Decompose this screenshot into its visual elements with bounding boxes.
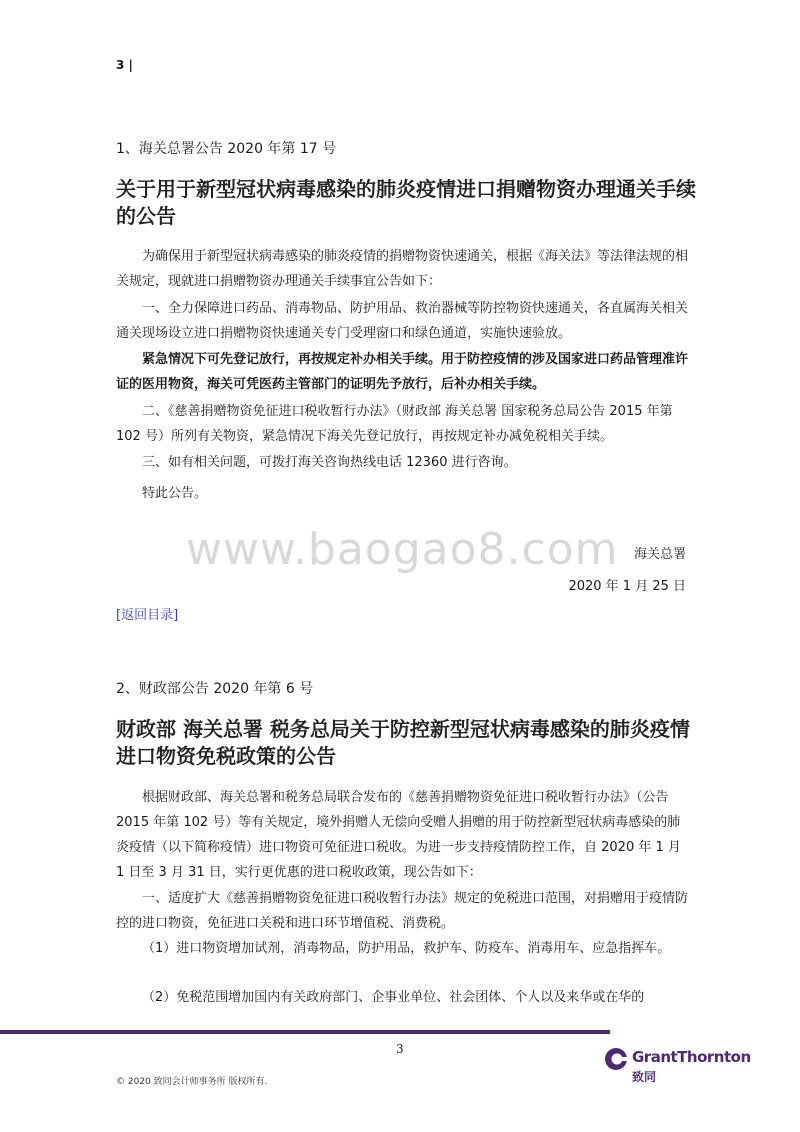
page-marker: 3 | xyxy=(116,58,133,72)
section1-paragraph-3: 紧急情况下可先登记放行，再按规定补办相关手续。用于防控疫情的涉及国家进口药品管理准许证的医用物资，海关可凭医药主管部门的证明先予放行，后补办相关手续。 xyxy=(116,352,689,392)
section1-paragraph-2: 一、全力保障进口药品、消毒物品、防护用品、救治器械等防控物资快速通关，各直属海关相关通关现场设立进口捐赠物资快速通关专门受理窗口和绿色通道，实施快速验放。 xyxy=(116,301,689,341)
section2-paragraph-4: （2）免税范围增加国内有关政府部门、企事业单位、社会团体、个人以及来华或在华的 xyxy=(142,990,645,1005)
section1-signature: 海关总署 xyxy=(633,547,686,562)
footer-copyright: © 2020 致同会计师事务所 版权所有. xyxy=(116,1077,268,1087)
section2-paragraph-1: 根据财政部、海关总署和税务总局联合发布的《慈善捐赠物资免征进口税收暂行办法》（公告 2015 年第 102 号）等有关规定，境外捐赠人无偿向受赠人捐赠的用于防控新型冠状病毒感染的肺炎疫情（以下简称疫情）进口物资可免征进口税收。为进一步支持疫情防控工作，自 2020 年 1 月 1 日至 3 月 31 日，实行更优惠的进口税收政策，现公告如下： xyxy=(116,790,681,880)
section1-paragraph-4: 二、《慈善捐赠物资免征进口税收暂行办法》（财政部 海关总署 国家税务总局公告 2015 年第 102 号）所列有关物资，紧急情况下海关先登记放行，再按规定补办减免税相关手续。 xyxy=(116,404,673,444)
section2-title: 财政部 海关总署 税务总局关于防控新型冠状病毒感染的肺炎疫情进口物资免税政策的公告 xyxy=(116,717,690,768)
watermark: www.baogao8.com xyxy=(186,524,619,575)
footer-divider xyxy=(0,1030,610,1034)
section1-paragraph-6: 特此公告。 xyxy=(142,486,208,501)
logo-name: GrantThornton xyxy=(632,1048,751,1066)
section1-heading: 1、海关总署公告 2020 年第 17 号 xyxy=(116,141,337,157)
grant-thornton-logo-icon xyxy=(604,1046,628,1072)
section1-paragraph-1: 为确保用于新型冠状病毒感染的肺炎疫情的捐赠物资快速通关，根据《海关法》等法律法规的相关规定，现就进口捐赠物资办理通关手续事宜公告如下： xyxy=(116,249,689,289)
section2-paragraph-3: （1）进口物资增加试剂，消毒物品，防护用品，救护车、防疫车、消毒用车、应急指挥车。 xyxy=(142,941,671,956)
logo-subtitle: 致同 xyxy=(632,1070,657,1084)
section2-heading: 2、财政部公告 2020 年第 6 号 xyxy=(116,681,314,697)
section1-paragraph-5: 三、如有相关问题，可拨打海关咨询热线电话 12360 进行咨询。 xyxy=(142,455,517,470)
section1-title: 关于用于新型冠状病毒感染的肺炎疫情进口捐赠物资办理通关手续的公告 xyxy=(116,177,696,228)
back-to-toc-link[interactable]: [返回目录] xyxy=(116,608,179,623)
section1-date: 2020 年 1 月 25 日 xyxy=(568,579,686,594)
footer-page-number: 3 xyxy=(396,1042,404,1056)
section2-paragraph-2: 一、适度扩大《慈善捐赠物资免征进口税收暂行办法》规定的免税进口范围，对捐赠用于疫情防控的进口物资，免征进口关税和进口环节增值税、消费税。 xyxy=(116,891,689,931)
